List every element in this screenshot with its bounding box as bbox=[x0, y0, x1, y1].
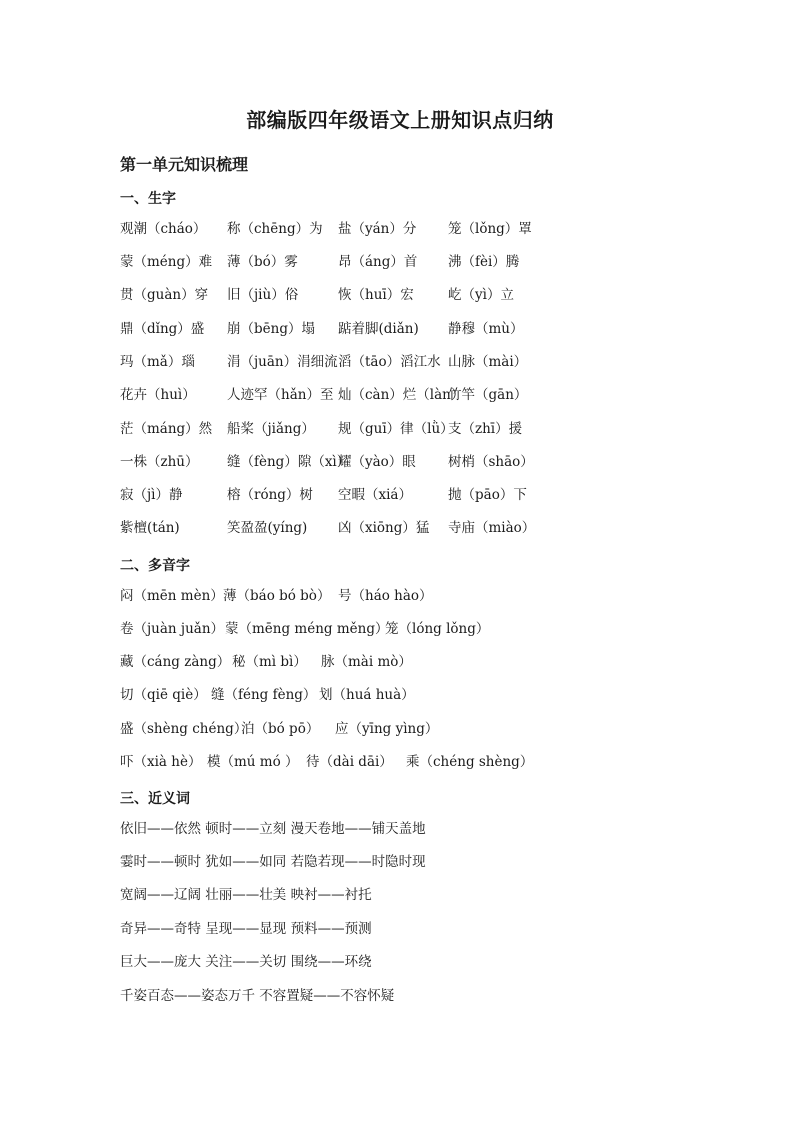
duoyinzi-item: 待（dài dāi） bbox=[306, 754, 393, 770]
shengzi-item: 薄（bó）雾 bbox=[227, 254, 298, 270]
jinyici-line: 千姿百态——姿态万千 不容置疑——不容怀疑 bbox=[120, 988, 395, 1004]
duoyinzi-item: 模（mú mó ） bbox=[207, 754, 299, 770]
duoyinzi-item: 盛（shèng chéng） bbox=[120, 721, 248, 737]
shengzi-item: 旧（jiù）俗 bbox=[227, 287, 299, 303]
duoyinzi-item: 泊（bó pō） bbox=[241, 721, 320, 737]
shengzi-item: 花卉（huì） bbox=[120, 387, 196, 403]
duoyinzi-item: 脉（mài mò） bbox=[321, 654, 412, 670]
shengzi-item: 昂（áng）首 bbox=[338, 254, 418, 270]
shengzi-item: 玛（mǎ）瑙 bbox=[120, 354, 195, 370]
shengzi-item: 寺庙（miào） bbox=[448, 520, 536, 536]
shengzi-item: 崩（bēng）塌 bbox=[227, 321, 315, 337]
shengzi-item: 观潮（cháo） bbox=[120, 221, 207, 237]
document-title: 部编版四年级语文上册知识点归纳 bbox=[246, 108, 554, 132]
shengzi-item: 寂（jì）静 bbox=[120, 487, 183, 503]
shengzi-item: 紫檀(tán) bbox=[120, 520, 180, 536]
shengzi-item: 凶（xiōng）猛 bbox=[338, 520, 430, 536]
shengzi-item: 船桨（jiǎng） bbox=[227, 421, 315, 437]
shengzi-item: 称（chēng）为 bbox=[227, 221, 323, 237]
shengzi-item: 规（guī）律（lǜ） bbox=[338, 421, 454, 437]
shengzi-item: 蒙（méng）难 bbox=[120, 254, 213, 270]
duoyinzi-item: 划（huá huà） bbox=[319, 687, 415, 703]
shengzi-item: 涓（juān）涓细流 bbox=[227, 354, 338, 370]
shengzi-item: 滔（tāo）滔江水 bbox=[338, 354, 441, 370]
jinyici-line: 奇异——奇特 呈现——显现 预料——预测 bbox=[120, 921, 372, 937]
section-heading-shengzi: 一、生字 bbox=[120, 191, 176, 207]
shengzi-item: 灿（càn）烂（làn） bbox=[338, 387, 465, 403]
duoyinzi-item: 薄（báo bó bò） bbox=[223, 588, 331, 604]
shengzi-item: 静穆（mù） bbox=[448, 321, 524, 337]
shengzi-item: 恢（huī）宏 bbox=[338, 287, 414, 303]
shengzi-item: 空暇（xiá） bbox=[338, 487, 412, 503]
duoyinzi-item: 闷（mēn mèn） bbox=[120, 588, 224, 604]
shengzi-item: 耀（yào）眼 bbox=[338, 454, 416, 470]
shengzi-item: 屹（yì）立 bbox=[448, 287, 514, 303]
shengzi-item: 缝（fèng）隙（xì） bbox=[227, 454, 351, 470]
duoyinzi-item: 应（yīng yìng） bbox=[335, 721, 439, 737]
shengzi-item: 笑盈盈(yíng) bbox=[227, 520, 308, 536]
shengzi-item: 沸（fèi）腾 bbox=[448, 254, 520, 270]
duoyinzi-item: 切（qiē qiè） bbox=[120, 687, 207, 703]
shengzi-item: 树梢（shāo） bbox=[448, 454, 534, 470]
shengzi-item: 一株（zhū） bbox=[120, 454, 199, 470]
duoyinzi-item: 秘（mì bì） bbox=[232, 654, 307, 670]
shengzi-item: 榕（róng）树 bbox=[227, 487, 313, 503]
unit-heading: 第一单元知识梳理 bbox=[120, 155, 249, 174]
shengzi-item: 踮着脚(diǎn) bbox=[338, 321, 419, 337]
duoyinzi-item: 藏（cáng zàng） bbox=[120, 654, 231, 670]
jinyici-line: 霎时——顿时 犹如——如同 若隐若现——时隐时现 bbox=[120, 854, 426, 870]
shengzi-item: 茫（máng）然 bbox=[120, 421, 213, 437]
jinyici-line: 巨大——庞大 关注——关切 围绕——环绕 bbox=[120, 954, 372, 970]
shengzi-item: 笼（lǒng）罩 bbox=[448, 221, 532, 237]
section-heading-duoyinzi: 二、多音字 bbox=[120, 558, 190, 574]
shengzi-item: 盐（yán）分 bbox=[338, 221, 417, 237]
duoyinzi-item: 乘（chéng shèng） bbox=[406, 754, 534, 770]
jinyici-line: 宽阔——辽阔 壮丽——壮美 映衬——衬托 bbox=[120, 887, 372, 903]
duoyinzi-item: 卷（juàn juǎn） bbox=[120, 621, 225, 637]
shengzi-item: 竹竿（gān） bbox=[448, 387, 528, 403]
shengzi-item: 人迹罕（hǎn）至 bbox=[227, 387, 334, 403]
shengzi-item: 抛（pāo）下 bbox=[448, 487, 527, 503]
section-heading-jinyici: 三、近义词 bbox=[120, 791, 190, 807]
shengzi-item: 鼎（dǐng）盛 bbox=[120, 321, 205, 337]
shengzi-item: 山脉（mài） bbox=[448, 354, 528, 370]
duoyinzi-item: 吓（xià hè） bbox=[120, 754, 202, 770]
duoyinzi-item: 蒙（mēng méng měng） bbox=[225, 621, 389, 637]
shengzi-item: 贯（guàn）穿 bbox=[120, 287, 209, 303]
duoyinzi-item: 号（háo hào） bbox=[338, 588, 433, 604]
duoyinzi-item: 缝（féng fèng） bbox=[211, 687, 317, 703]
shengzi-item: 支（zhī）援 bbox=[448, 421, 523, 437]
duoyinzi-item: 笼（lóng lǒng） bbox=[385, 621, 490, 637]
jinyici-line: 依旧——依然 顿时——立刻 漫天卷地——铺天盖地 bbox=[120, 821, 426, 837]
